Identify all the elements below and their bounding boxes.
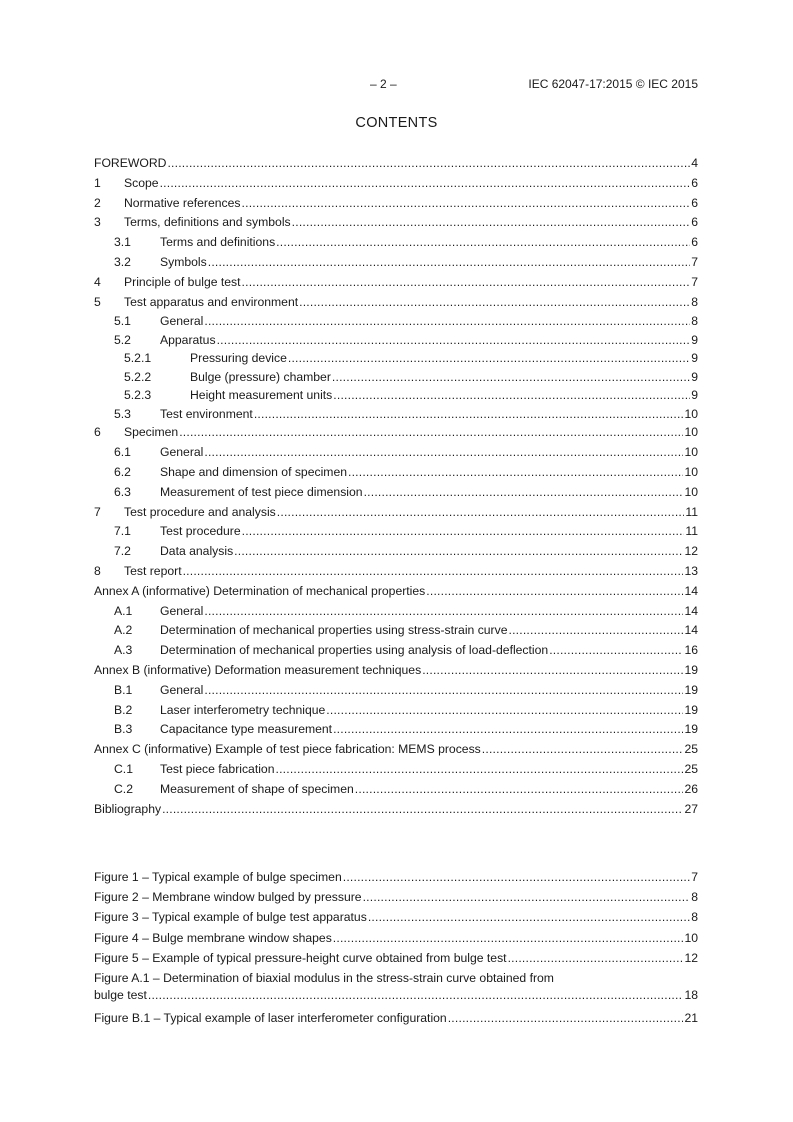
toc-entry[interactable] — [94, 445, 698, 465]
dot-leader — [204, 445, 683, 459]
toc-entry[interactable] — [94, 703, 698, 723]
toc-entry[interactable] — [94, 295, 698, 315]
dot-leader — [448, 1011, 684, 1025]
figure-entry-title: Figure A.1 – Determination of biaxial modulus in the stress-strain curve obtained from — [94, 970, 554, 985]
dot-leader — [179, 425, 683, 439]
dot-leader — [508, 951, 684, 965]
dot-leader — [299, 295, 690, 309]
table-of-contents — [94, 156, 698, 821]
dot-leader — [292, 215, 691, 229]
toc-entry-number: C.2 — [114, 781, 133, 796]
toc-entry-page: 6 — [691, 215, 698, 230]
toc-entry[interactable] — [94, 465, 698, 485]
dot-leader — [368, 910, 690, 924]
figure-entry-page: 7 — [691, 870, 698, 884]
toc-entry-title: Annex A (informative) Determination of mechanical properties — [94, 583, 426, 598]
toc-entry-number: B.3 — [114, 722, 133, 737]
toc-entry-page: 25 — [684, 742, 698, 757]
toc-entry-number: 6.2 — [114, 464, 131, 479]
toc-entry[interactable] — [94, 623, 698, 643]
toc-entry-title: Measurement of test piece dimension — [160, 484, 363, 499]
toc-entry-number: 7 — [94, 504, 101, 519]
dot-leader — [204, 314, 690, 328]
toc-entry[interactable] — [94, 351, 698, 370]
dot-leader — [332, 370, 690, 384]
toc-entry-page: 8 — [691, 314, 698, 329]
toc-entry-page: 27 — [684, 801, 698, 816]
dot-leader — [509, 623, 684, 637]
toc-entry-number: 6 — [94, 425, 101, 440]
toc-entry-title: General — [160, 445, 204, 460]
toc-entry-title: Specimen — [124, 425, 179, 440]
toc-entry-number: 5.2.2 — [124, 369, 152, 384]
toc-entry-title: Principle of bulge test — [124, 274, 241, 289]
toc-entry-page: 13 — [684, 563, 698, 578]
toc-entry-page: 19 — [684, 722, 698, 737]
dot-leader — [348, 465, 683, 479]
toc-entry-page: 25 — [684, 761, 698, 776]
toc-entry-page: 10 — [684, 406, 698, 421]
dot-leader — [254, 407, 684, 421]
dot-leader — [242, 275, 691, 289]
toc-entry-title: FOREWORD — [94, 156, 167, 170]
toc-entry[interactable] — [94, 255, 698, 275]
figure-entry[interactable] — [94, 890, 698, 910]
toc-entry-page: 11 — [685, 524, 698, 539]
page-number: – 2 – — [370, 77, 397, 91]
toc-entry-page: 6 — [691, 235, 698, 250]
toc-entry-number: 4 — [94, 274, 101, 289]
toc-entry[interactable] — [94, 604, 698, 624]
toc-entry-number: 6.3 — [114, 484, 131, 499]
dot-leader — [217, 333, 691, 347]
toc-entry-page: 19 — [684, 662, 698, 677]
dot-leader — [482, 742, 684, 756]
toc-entry[interactable] — [94, 215, 698, 235]
toc-entry[interactable] — [94, 176, 698, 196]
toc-entry-number: 5.3 — [114, 406, 131, 421]
toc-entry-number: 3.2 — [114, 254, 131, 269]
toc-entry-page: 6 — [691, 175, 698, 190]
dot-leader — [333, 931, 684, 945]
toc-entry[interactable] — [94, 722, 698, 742]
figure-entry-page: 21 — [684, 1010, 698, 1025]
toc-entry-number: C.1 — [114, 761, 133, 776]
toc-entry-page: 4 — [691, 156, 698, 170]
toc-entry-page: 10 — [684, 464, 698, 479]
dot-leader — [333, 388, 690, 402]
toc-entry-page: 9 — [691, 388, 698, 403]
toc-entry[interactable] — [94, 584, 698, 604]
toc-entry-title: Test piece fabrication — [160, 761, 275, 776]
toc-entry-title: General — [160, 682, 204, 697]
toc-entry[interactable] — [94, 485, 698, 505]
document-reference: IEC 62047-17:2015 © IEC 2015 — [528, 77, 698, 91]
toc-entry-title: Shape and dimension of specimen — [160, 464, 347, 479]
toc-entry-number: A.2 — [114, 623, 133, 638]
toc-entry-page: 9 — [691, 351, 698, 366]
toc-entry[interactable] — [94, 643, 698, 663]
figure-entry-page: 8 — [691, 890, 698, 905]
dot-leader — [242, 196, 691, 210]
figure-entry-title: Figure 5 – Example of typical pressure-height curve obtained from bulge test — [94, 950, 507, 965]
dot-leader — [208, 255, 690, 269]
list-of-figures — [94, 870, 698, 1031]
toc-entry[interactable] — [94, 524, 698, 544]
toc-entry[interactable] — [94, 388, 698, 407]
figure-entry-title: Figure 2 – Membrane window bulged by pressure — [94, 890, 362, 905]
toc-entry-number: 5.2 — [114, 332, 131, 347]
dot-leader — [364, 485, 684, 499]
toc-entry-number: 3 — [94, 215, 101, 230]
toc-entry-title: Bulge (pressure) chamber — [190, 369, 331, 384]
toc-entry-number: 1 — [94, 175, 101, 190]
toc-entry-title: Test apparatus and environment — [124, 294, 299, 309]
toc-entry-number: B.2 — [114, 702, 133, 717]
figure-entry-title: Figure 4 – Bulge membrane window shapes — [94, 930, 332, 945]
toc-entry-page: 7 — [691, 254, 698, 269]
toc-entry-title: Data analysis — [160, 544, 234, 559]
toc-entry-title: Determination of mechanical properties using stress-strain curve — [160, 623, 508, 638]
toc-entry-page: 7 — [691, 274, 698, 289]
toc-entry[interactable] — [94, 314, 698, 333]
toc-entry-number: 5.2.3 — [124, 388, 152, 403]
toc-entry-title: Apparatus — [160, 332, 216, 347]
toc-entry-page: 12 — [684, 544, 698, 559]
dot-leader — [160, 176, 691, 190]
toc-entry-page: 10 — [684, 484, 698, 499]
toc-entry-page: 16 — [684, 643, 698, 658]
toc-entry-number: 8 — [94, 563, 101, 578]
dot-leader — [549, 643, 683, 657]
toc-entry-page: 8 — [691, 294, 698, 309]
toc-entry-title: Terms and definitions — [160, 235, 276, 250]
toc-entry-title: Test report — [124, 563, 182, 578]
dot-leader — [363, 890, 691, 904]
toc-entry-page: 26 — [684, 781, 698, 796]
toc-entry-number: 5.1 — [114, 314, 131, 329]
toc-entry-title: Test environment — [160, 406, 253, 421]
toc-entry[interactable] — [94, 156, 698, 176]
dot-leader — [183, 564, 684, 578]
toc-entry-title: Normative references — [124, 195, 241, 210]
toc-entry-page: 6 — [691, 195, 698, 210]
dot-leader — [234, 544, 683, 558]
toc-entry-title: Measurement of shape of specimen — [160, 781, 354, 796]
toc-entry-page: 19 — [684, 702, 698, 717]
toc-entry[interactable] — [94, 762, 698, 782]
toc-entry[interactable] — [94, 782, 698, 802]
dot-leader — [326, 703, 683, 717]
toc-entry-title: Scope — [124, 175, 159, 190]
toc-entry[interactable] — [94, 407, 698, 426]
toc-entry[interactable] — [94, 564, 698, 584]
toc-entry-page: 9 — [691, 369, 698, 384]
toc-entry-title: General — [160, 314, 204, 329]
toc-entry-number: 2 — [94, 195, 101, 210]
toc-entry-number: 7.1 — [114, 524, 131, 539]
toc-entry-number: 7.2 — [114, 544, 131, 559]
dot-leader — [333, 722, 683, 736]
toc-entry[interactable] — [94, 505, 698, 525]
toc-entry[interactable] — [94, 235, 698, 255]
toc-entry-title: Capacitance type measurement — [160, 722, 333, 737]
toc-entry-page: 19 — [684, 682, 698, 697]
toc-entry-title: Symbols — [160, 254, 207, 269]
figure-entry-title: Figure 1 – Typical example of bulge specimen — [94, 870, 342, 884]
toc-entry-page: 14 — [684, 583, 698, 598]
toc-entry[interactable] — [94, 333, 698, 352]
toc-entry-title: Height measurement units — [190, 388, 333, 403]
figure-entry-title-continued — [94, 988, 698, 1007]
toc-entry[interactable] — [94, 196, 698, 216]
dot-leader — [276, 762, 684, 776]
toc-entry-title: Laser interferometry technique — [160, 702, 326, 717]
toc-entry-title: Annex B (informative) Deformation measurement techniques — [94, 662, 422, 677]
toc-entry-page: 14 — [684, 623, 698, 638]
figure-entry-page: 18 — [684, 987, 698, 1002]
figure-entry-title: Figure 3 – Typical example of bulge test apparatus — [94, 910, 367, 925]
dot-leader — [288, 351, 690, 365]
toc-entry-page: 11 — [685, 504, 698, 519]
toc-entry[interactable] — [94, 683, 698, 703]
figure-entry[interactable] — [94, 971, 698, 1011]
toc-entry[interactable] — [94, 802, 698, 822]
toc-entry[interactable] — [94, 275, 698, 295]
toc-entry-title: Bibliography — [94, 801, 162, 816]
toc-entry[interactable] — [94, 742, 698, 762]
toc-entry-number: 5.2.1 — [124, 351, 152, 366]
dot-leader — [242, 524, 685, 538]
toc-entry-number: 6.1 — [114, 445, 131, 460]
toc-entry-page: 10 — [684, 425, 698, 440]
figure-entry-title: Figure B.1 – Typical example of laser interferometer configuration — [94, 1010, 447, 1025]
toc-entry[interactable] — [94, 425, 698, 445]
toc-entry-number: 3.1 — [114, 235, 131, 250]
toc-entry-number: A.1 — [114, 603, 133, 618]
dot-leader — [167, 156, 690, 170]
dot-leader — [276, 235, 690, 249]
figure-entry-title-end: bulge test — [94, 987, 147, 1002]
toc-entry-title: Terms, definitions and symbols — [124, 215, 291, 230]
figure-entry-page: 12 — [684, 950, 698, 965]
figure-entry-page: 10 — [684, 930, 698, 945]
toc-entry-number: B.1 — [114, 682, 133, 697]
dot-leader — [426, 584, 683, 598]
dot-leader — [148, 988, 684, 1002]
toc-entry-title: Annex C (informative) Example of test piece fabrication: MEMS process — [94, 742, 481, 757]
figure-entry[interactable] — [94, 931, 698, 951]
dot-leader — [204, 683, 683, 697]
toc-entry-title: Determination of mechanical properties using analysis of load-deflection — [160, 643, 549, 658]
figure-entry-page: 8 — [691, 910, 698, 925]
toc-entry-page: 10 — [684, 445, 698, 460]
figure-entry[interactable] — [94, 1011, 698, 1031]
toc-entry-number: 5 — [94, 294, 101, 309]
toc-entry[interactable] — [94, 370, 698, 389]
toc-entry[interactable] — [94, 663, 698, 683]
toc-entry-page: 9 — [691, 332, 698, 347]
contents-title: CONTENTS — [355, 115, 438, 131]
toc-entry-title: Test procedure and analysis — [124, 504, 276, 519]
toc-entry-title: General — [160, 603, 204, 618]
toc-entry-number: A.3 — [114, 643, 133, 658]
figure-entry[interactable] — [94, 870, 698, 890]
dot-leader — [343, 870, 690, 884]
dot-leader — [355, 782, 684, 796]
dot-leader — [277, 505, 685, 519]
toc-entry-page: 14 — [684, 603, 698, 618]
dot-leader — [204, 604, 683, 618]
dot-leader — [162, 802, 683, 816]
toc-entry[interactable] — [94, 544, 698, 564]
dot-leader — [422, 663, 683, 677]
toc-entry-title: Test procedure — [160, 524, 241, 539]
figure-entry[interactable] — [94, 910, 698, 930]
toc-entry-title: Pressuring device — [190, 351, 287, 366]
figure-entry[interactable] — [94, 951, 698, 971]
